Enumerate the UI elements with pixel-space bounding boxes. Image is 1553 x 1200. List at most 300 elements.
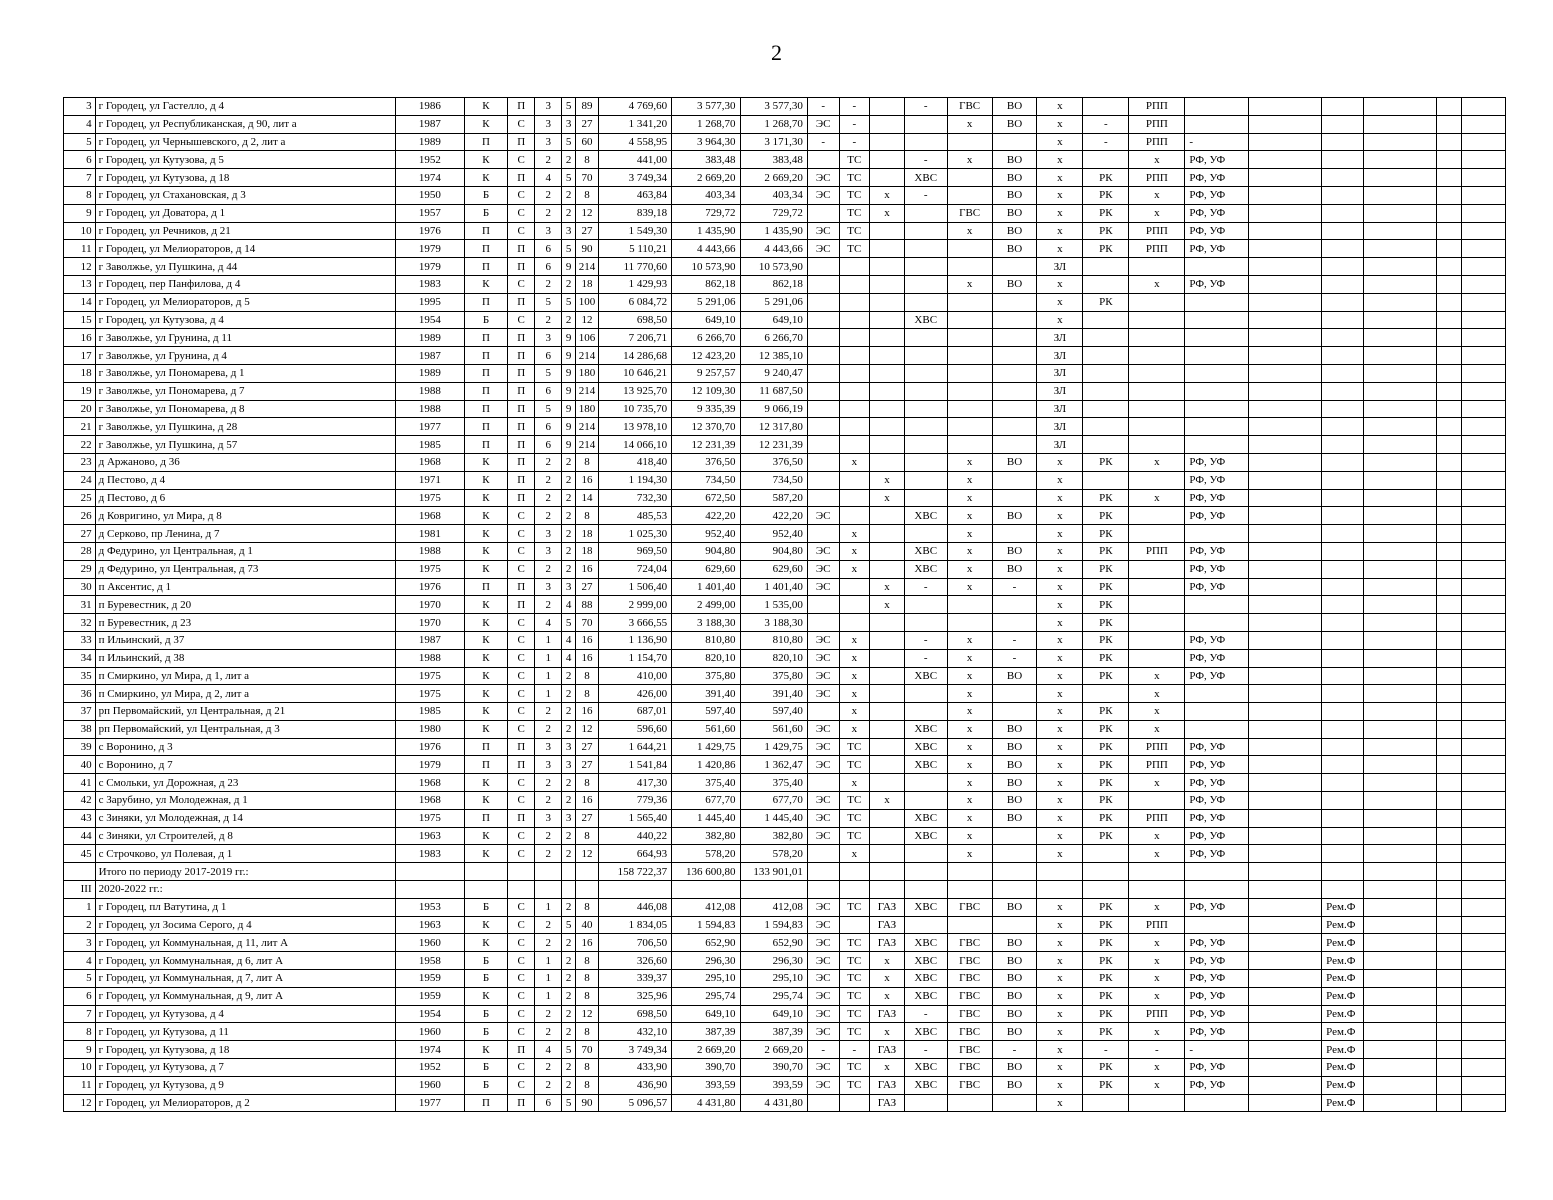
table-cell: 1 bbox=[535, 667, 562, 685]
table-cell bbox=[807, 489, 839, 507]
table-cell: 16 bbox=[576, 649, 598, 667]
table-cell bbox=[870, 685, 905, 703]
table-cell: 417,30 bbox=[598, 774, 671, 792]
table-cell: х bbox=[1129, 186, 1185, 204]
table-cell: РФ, УФ bbox=[1185, 987, 1248, 1005]
table-cell bbox=[839, 329, 870, 347]
table-cell: РК bbox=[1083, 703, 1129, 721]
table-cell: х bbox=[1037, 703, 1083, 721]
table-cell: 1960 bbox=[395, 934, 464, 952]
table-cell: С bbox=[507, 970, 535, 988]
page-number: 2 bbox=[771, 40, 782, 65]
table-cell: 6 bbox=[64, 151, 96, 169]
table-row bbox=[64, 258, 1506, 276]
table-cell: 433,90 bbox=[598, 1059, 671, 1077]
table-cell: РФ, УФ bbox=[1185, 792, 1248, 810]
table-cell: РК bbox=[1083, 952, 1129, 970]
table-cell: 35 bbox=[64, 667, 96, 685]
table-cell bbox=[1083, 400, 1129, 418]
table-cell bbox=[1248, 400, 1321, 418]
table-cell: 3 bbox=[535, 578, 562, 596]
table-cell: 1977 bbox=[395, 418, 464, 436]
table-cell bbox=[1248, 1094, 1321, 1112]
table-cell: 1950 bbox=[395, 186, 464, 204]
table-cell bbox=[1363, 115, 1436, 133]
table-cell bbox=[1185, 311, 1248, 329]
table-cell: 1 834,05 bbox=[598, 916, 671, 934]
table-cell: ВО bbox=[992, 169, 1037, 187]
table-cell: РК bbox=[1083, 667, 1129, 685]
table-cell: 652,90 bbox=[740, 934, 807, 952]
table-cell: П bbox=[465, 364, 508, 382]
table-cell bbox=[1083, 258, 1129, 276]
table-cell: 597,40 bbox=[672, 703, 740, 721]
table-cell: 677,70 bbox=[672, 792, 740, 810]
table-cell: 2 bbox=[535, 560, 562, 578]
table-cell: х bbox=[1129, 204, 1185, 222]
table-cell: РК bbox=[1083, 809, 1129, 827]
table-cell bbox=[1461, 151, 1505, 169]
table-cell: РФ, УФ bbox=[1185, 489, 1248, 507]
table-cell bbox=[1437, 222, 1461, 240]
table-cell: С bbox=[507, 774, 535, 792]
table-cell: 1979 bbox=[395, 258, 464, 276]
table-row bbox=[64, 649, 1506, 667]
table-cell: 1988 bbox=[395, 382, 464, 400]
table-cell: ХВС bbox=[904, 560, 947, 578]
table-cell: 295,10 bbox=[672, 970, 740, 988]
table-cell: ЭС bbox=[807, 1059, 839, 1077]
table-cell bbox=[1461, 970, 1505, 988]
table-cell: Рем.Ф bbox=[1322, 1076, 1364, 1094]
table-cell: д Серково, пр Ленина, д 7 bbox=[95, 525, 395, 543]
table-cell: 36 bbox=[64, 685, 96, 703]
table-cell: х bbox=[1129, 827, 1185, 845]
table-cell bbox=[1248, 1059, 1321, 1077]
table-row bbox=[64, 560, 1506, 578]
table-row bbox=[64, 631, 1506, 649]
table-cell: ГАЗ bbox=[870, 1041, 905, 1059]
table-cell: х bbox=[1129, 952, 1185, 970]
table-cell: с Зиняки, ул Молодежная, д 14 bbox=[95, 809, 395, 827]
table-cell: - bbox=[904, 186, 947, 204]
table-cell: 7 206,71 bbox=[598, 329, 671, 347]
table-cell: 1 154,70 bbox=[598, 649, 671, 667]
table-cell: 862,18 bbox=[740, 275, 807, 293]
table-cell: ГВС bbox=[947, 204, 992, 222]
table-cell: РК bbox=[1083, 204, 1129, 222]
table-cell bbox=[576, 863, 598, 881]
table-cell: ЭС bbox=[807, 792, 839, 810]
table-cell: 687,01 bbox=[598, 703, 671, 721]
table-cell: 3 bbox=[561, 578, 575, 596]
housing-register-table bbox=[63, 97, 1506, 1112]
table-cell: РФ, УФ bbox=[1185, 774, 1248, 792]
table-cell bbox=[1322, 471, 1364, 489]
table-cell: 441,00 bbox=[598, 151, 671, 169]
table-cell: С bbox=[507, 720, 535, 738]
table-cell bbox=[1363, 542, 1436, 560]
table-cell: П bbox=[465, 329, 508, 347]
table-cell: - bbox=[1185, 1041, 1248, 1059]
table-cell: 1979 bbox=[395, 240, 464, 258]
table-cell: 38 bbox=[64, 720, 96, 738]
table-cell: 1 bbox=[535, 898, 562, 916]
table-cell: 25 bbox=[64, 489, 96, 507]
table-cell: К bbox=[465, 115, 508, 133]
table-cell bbox=[1185, 596, 1248, 614]
table-cell: - bbox=[839, 133, 870, 151]
table-cell: 214 bbox=[576, 347, 598, 365]
table-cell: ГАЗ bbox=[870, 898, 905, 916]
table-cell bbox=[1363, 916, 1436, 934]
table-cell: х bbox=[1037, 952, 1083, 970]
table-cell: ГВС bbox=[947, 1041, 992, 1059]
table-cell bbox=[1363, 614, 1436, 632]
table-cell: 42 bbox=[64, 792, 96, 810]
table-cell: К bbox=[465, 98, 508, 116]
table-cell: - bbox=[807, 1041, 839, 1059]
table-cell: РФ, УФ bbox=[1185, 240, 1248, 258]
table-cell: 382,80 bbox=[740, 827, 807, 845]
table-cell bbox=[535, 881, 562, 899]
table-cell bbox=[1437, 542, 1461, 560]
table-row bbox=[64, 169, 1506, 187]
table-cell: ЭС bbox=[807, 952, 839, 970]
table-cell: 4 bbox=[535, 614, 562, 632]
table-cell: 27 bbox=[576, 756, 598, 774]
table-cell bbox=[870, 222, 905, 240]
table-cell bbox=[1437, 596, 1461, 614]
table-cell bbox=[904, 347, 947, 365]
table-cell: 596,60 bbox=[598, 720, 671, 738]
table-cell bbox=[870, 738, 905, 756]
table-cell: К bbox=[465, 916, 508, 934]
table-cell bbox=[395, 881, 464, 899]
table-cell: С bbox=[507, 115, 535, 133]
table-cell: х bbox=[1037, 507, 1083, 525]
table-cell bbox=[1248, 631, 1321, 649]
table-cell: ГВС bbox=[947, 934, 992, 952]
table-cell: 70 bbox=[576, 614, 598, 632]
table-cell: 1 429,75 bbox=[740, 738, 807, 756]
table-cell bbox=[1363, 258, 1436, 276]
table-cell bbox=[904, 685, 947, 703]
table-cell: 10 735,70 bbox=[598, 400, 671, 418]
table-row bbox=[64, 1005, 1506, 1023]
table-cell: 8 bbox=[576, 987, 598, 1005]
table-cell: х bbox=[1129, 703, 1185, 721]
table-cell bbox=[1437, 258, 1461, 276]
table-cell bbox=[1185, 685, 1248, 703]
table-cell: 10 bbox=[64, 1059, 96, 1077]
table-cell bbox=[947, 258, 992, 276]
table-cell bbox=[870, 525, 905, 543]
table-cell: г Городец, ул Коммунальная, д 11, лит А bbox=[95, 934, 395, 952]
table-cell: 16 bbox=[576, 792, 598, 810]
table-row bbox=[64, 738, 1506, 756]
table-cell: ВО bbox=[992, 204, 1037, 222]
table-cell: РФ, УФ bbox=[1185, 845, 1248, 863]
table-cell: 463,84 bbox=[598, 186, 671, 204]
table-cell: х bbox=[1037, 542, 1083, 560]
table-cell bbox=[904, 240, 947, 258]
table-cell: РФ, УФ bbox=[1185, 1076, 1248, 1094]
table-cell: ЭС bbox=[807, 222, 839, 240]
table-cell: 2 bbox=[561, 934, 575, 952]
table-cell: С bbox=[507, 916, 535, 934]
table-cell: х bbox=[1037, 453, 1083, 471]
table-cell bbox=[1129, 614, 1185, 632]
table-cell: С bbox=[507, 560, 535, 578]
table-cell: 5 bbox=[561, 1094, 575, 1112]
table-cell: П bbox=[507, 400, 535, 418]
table-cell: ЭС bbox=[807, 738, 839, 756]
table-cell: п Ильинский, д 38 bbox=[95, 649, 395, 667]
table-cell bbox=[1248, 542, 1321, 560]
table-cell: п Буревестник, д 23 bbox=[95, 614, 395, 632]
table-cell: П bbox=[465, 293, 508, 311]
table-cell: 376,50 bbox=[672, 453, 740, 471]
table-cell bbox=[1363, 436, 1436, 454]
table-cell bbox=[1363, 525, 1436, 543]
table-cell bbox=[904, 471, 947, 489]
table-cell: х bbox=[1037, 525, 1083, 543]
table-cell: 2 bbox=[561, 471, 575, 489]
table-cell: РК bbox=[1083, 293, 1129, 311]
table-cell bbox=[1129, 471, 1185, 489]
table-cell bbox=[1363, 98, 1436, 116]
table-cell bbox=[1437, 525, 1461, 543]
table-cell bbox=[1248, 240, 1321, 258]
table-cell bbox=[1322, 792, 1364, 810]
table-cell bbox=[992, 471, 1037, 489]
table-cell bbox=[1248, 863, 1321, 881]
table-cell: 1 362,47 bbox=[740, 756, 807, 774]
table-cell bbox=[1461, 649, 1505, 667]
table-cell: 9 bbox=[561, 436, 575, 454]
table-cell bbox=[1185, 881, 1248, 899]
table-cell bbox=[839, 418, 870, 436]
table-cell bbox=[839, 471, 870, 489]
table-cell: 1 136,90 bbox=[598, 631, 671, 649]
table-cell: х bbox=[1037, 311, 1083, 329]
table-cell: ЭС bbox=[807, 934, 839, 952]
table-cell bbox=[1437, 898, 1461, 916]
table-cell bbox=[1185, 720, 1248, 738]
table-cell: х bbox=[870, 596, 905, 614]
table-cell: 100 bbox=[576, 293, 598, 311]
table-cell bbox=[1461, 400, 1505, 418]
table-cell: РФ, УФ bbox=[1185, 738, 1248, 756]
table-cell bbox=[1322, 703, 1364, 721]
table-cell: 4 443,66 bbox=[672, 240, 740, 258]
table-cell: ЭС bbox=[807, 240, 839, 258]
table-cell: РК bbox=[1083, 222, 1129, 240]
table-cell: РФ, УФ bbox=[1185, 578, 1248, 596]
table-cell: П bbox=[507, 347, 535, 365]
table-cell: 21 bbox=[64, 418, 96, 436]
table-cell bbox=[1129, 881, 1185, 899]
table-cell: ВО bbox=[992, 970, 1037, 988]
table-cell: П bbox=[465, 578, 508, 596]
table-cell bbox=[1248, 133, 1321, 151]
table-cell bbox=[992, 827, 1037, 845]
table-cell: х bbox=[839, 542, 870, 560]
table-cell: 1 401,40 bbox=[672, 578, 740, 596]
table-cell: г Заволжье, ул Грунина, д 11 bbox=[95, 329, 395, 347]
table-row bbox=[64, 792, 1506, 810]
table-cell bbox=[1322, 347, 1364, 365]
table-cell: 1 268,70 bbox=[672, 115, 740, 133]
table-cell: х bbox=[870, 204, 905, 222]
table-cell bbox=[1461, 204, 1505, 222]
table-cell bbox=[1461, 916, 1505, 934]
table-cell: 1 594,83 bbox=[672, 916, 740, 934]
table-cell: 1989 bbox=[395, 329, 464, 347]
table-cell: с Зиняки, ул Строителей, д 8 bbox=[95, 827, 395, 845]
table-cell: П bbox=[465, 756, 508, 774]
table-cell: х bbox=[1037, 204, 1083, 222]
table-cell: 5 291,06 bbox=[740, 293, 807, 311]
table-cell bbox=[1248, 898, 1321, 916]
table-cell: 376,50 bbox=[740, 453, 807, 471]
table-cell: 12 bbox=[576, 720, 598, 738]
table-cell: 1 435,90 bbox=[672, 222, 740, 240]
table-cell bbox=[1363, 631, 1436, 649]
table-cell bbox=[1185, 293, 1248, 311]
table-cell: РПП bbox=[1129, 738, 1185, 756]
table-cell bbox=[1363, 792, 1436, 810]
table-cell: п Смиркино, ул Мира, д 2, лит а bbox=[95, 685, 395, 703]
table-cell: РФ, УФ bbox=[1185, 649, 1248, 667]
table-cell: х bbox=[839, 667, 870, 685]
table-cell bbox=[1129, 792, 1185, 810]
table-cell: 706,50 bbox=[598, 934, 671, 952]
table-cell: х bbox=[1129, 1076, 1185, 1094]
table-row bbox=[64, 151, 1506, 169]
table-row bbox=[64, 186, 1506, 204]
table-cell: 561,60 bbox=[672, 720, 740, 738]
table-cell: 734,50 bbox=[672, 471, 740, 489]
table-cell: г Заволжье, ул Пономарева, д 8 bbox=[95, 400, 395, 418]
table-cell bbox=[1461, 685, 1505, 703]
table-row bbox=[64, 436, 1506, 454]
table-cell bbox=[598, 881, 671, 899]
table-cell: ТС bbox=[839, 952, 870, 970]
table-cell bbox=[1437, 329, 1461, 347]
table-cell: 5 bbox=[561, 293, 575, 311]
table-cell: 1986 bbox=[395, 98, 464, 116]
table-cell: 295,10 bbox=[740, 970, 807, 988]
table-cell: п Буревестник, д 20 bbox=[95, 596, 395, 614]
table-cell bbox=[1248, 489, 1321, 507]
table-cell: С bbox=[507, 614, 535, 632]
table-cell: х bbox=[870, 1023, 905, 1041]
table-cell: 1968 bbox=[395, 453, 464, 471]
table-cell bbox=[1248, 578, 1321, 596]
table-cell: 295,74 bbox=[740, 987, 807, 1005]
table-cell bbox=[1322, 275, 1364, 293]
table-cell: х bbox=[947, 453, 992, 471]
table-cell bbox=[1037, 863, 1083, 881]
table-cell: д Федурино, ул Центральная, д 73 bbox=[95, 560, 395, 578]
table-cell: 1988 bbox=[395, 542, 464, 560]
table-cell: 8 bbox=[576, 453, 598, 471]
table-cell: 734,50 bbox=[740, 471, 807, 489]
table-cell bbox=[904, 845, 947, 863]
table-cell: 1968 bbox=[395, 792, 464, 810]
table-cell bbox=[870, 453, 905, 471]
table-cell: П bbox=[507, 1041, 535, 1059]
table-cell: 1981 bbox=[395, 525, 464, 543]
table-cell: К bbox=[465, 774, 508, 792]
table-cell: 412,08 bbox=[672, 898, 740, 916]
table-cell: ВО bbox=[992, 275, 1037, 293]
table-cell bbox=[1248, 987, 1321, 1005]
table-cell: 2 bbox=[561, 204, 575, 222]
table-cell bbox=[807, 774, 839, 792]
table-row bbox=[64, 329, 1506, 347]
table-row bbox=[64, 1059, 1506, 1077]
table-cell: ВО bbox=[992, 952, 1037, 970]
table-cell: 136 600,80 bbox=[672, 863, 740, 881]
table-cell: ВО bbox=[992, 1059, 1037, 1077]
table-cell: ЭС bbox=[807, 720, 839, 738]
table-cell: РФ, УФ bbox=[1185, 1005, 1248, 1023]
table-cell bbox=[870, 115, 905, 133]
table-cell bbox=[1363, 347, 1436, 365]
table-cell: г Городец, пер Панфилова, д 4 bbox=[95, 275, 395, 293]
table-cell: 432,10 bbox=[598, 1023, 671, 1041]
table-cell: 9 bbox=[561, 418, 575, 436]
table-cell bbox=[1129, 258, 1185, 276]
table-cell: 4 558,95 bbox=[598, 133, 671, 151]
table-cell bbox=[1461, 809, 1505, 827]
table-cell: 1985 bbox=[395, 436, 464, 454]
table-cell: 1 bbox=[535, 987, 562, 1005]
table-cell: ВО bbox=[992, 809, 1037, 827]
table-cell: 2 bbox=[561, 311, 575, 329]
table-cell: 18 bbox=[576, 542, 598, 560]
table-cell: 9 bbox=[561, 347, 575, 365]
table-row bbox=[64, 685, 1506, 703]
table-cell: 19 bbox=[64, 382, 96, 400]
table-cell: 1 429,75 bbox=[672, 738, 740, 756]
table-cell: 3 577,30 bbox=[672, 98, 740, 116]
table-cell: 1959 bbox=[395, 970, 464, 988]
table-cell: 5 bbox=[535, 400, 562, 418]
table-cell: ВО bbox=[992, 738, 1037, 756]
table-cell: С bbox=[507, 1023, 535, 1041]
table-cell: х bbox=[1037, 186, 1083, 204]
table-cell bbox=[904, 275, 947, 293]
table-cell bbox=[1129, 525, 1185, 543]
table-cell bbox=[807, 881, 839, 899]
table-cell bbox=[1461, 115, 1505, 133]
table-cell: 2 bbox=[535, 1076, 562, 1094]
table-cell bbox=[870, 774, 905, 792]
table-cell: 5 bbox=[561, 169, 575, 187]
table-row bbox=[64, 934, 1506, 952]
table-cell: ВО bbox=[992, 792, 1037, 810]
table-cell: 6 bbox=[535, 258, 562, 276]
table-cell bbox=[904, 596, 947, 614]
table-cell bbox=[1322, 560, 1364, 578]
table-cell bbox=[672, 881, 740, 899]
table-cell bbox=[1461, 186, 1505, 204]
table-cell: К bbox=[465, 489, 508, 507]
